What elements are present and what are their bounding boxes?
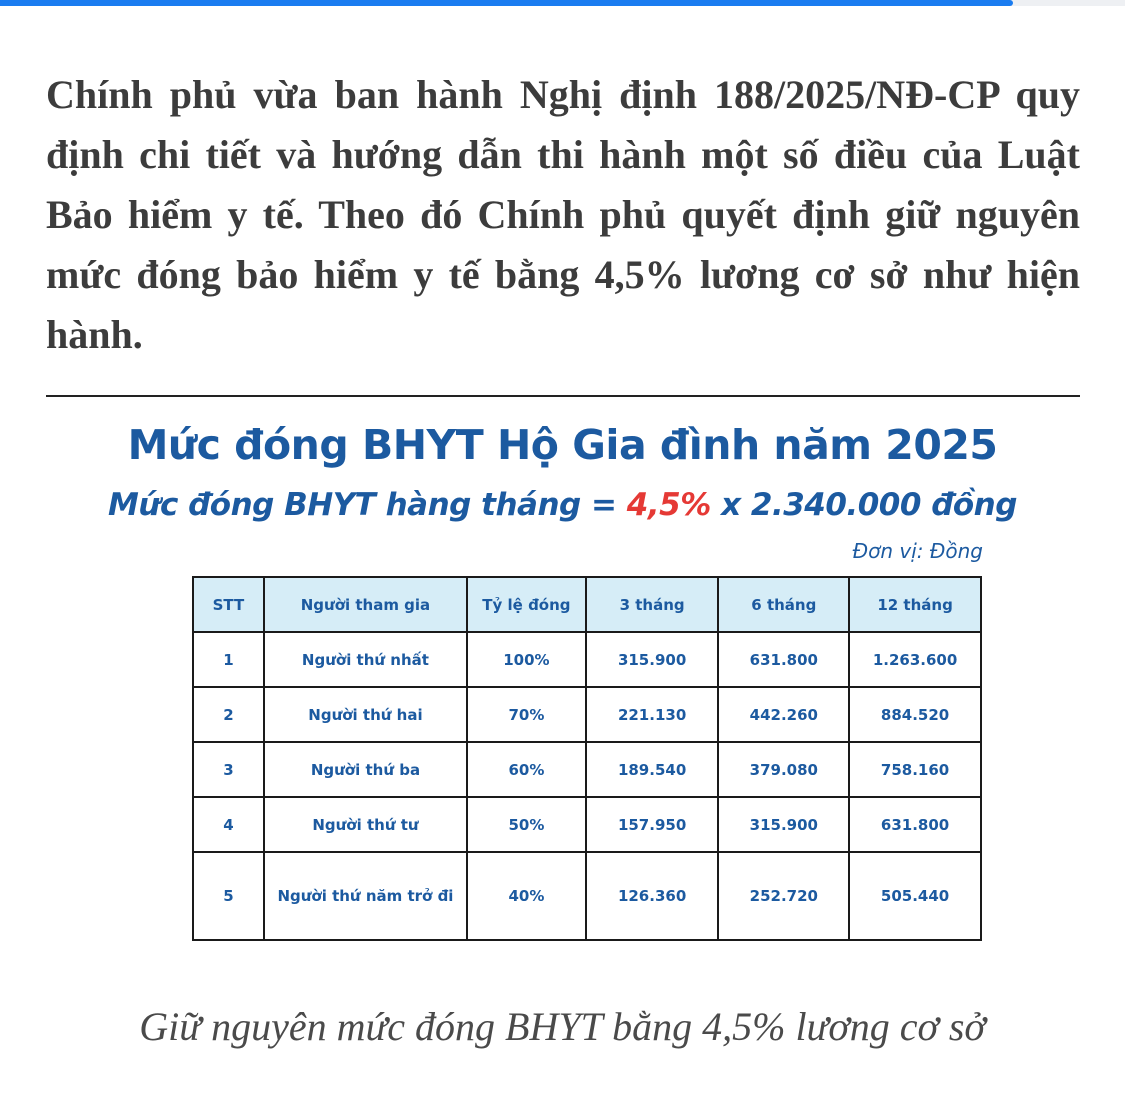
table-cell: 315.900 [718, 797, 849, 852]
table-cell: 70% [467, 687, 586, 742]
table-cell: Người thứ tư [264, 797, 467, 852]
table-row [193, 797, 981, 852]
header-cell: STT [193, 577, 264, 632]
table-cell: 126.360 [586, 852, 719, 940]
header-cell: 3 tháng [586, 577, 719, 632]
table-cell: 631.800 [718, 632, 849, 687]
table-cell: 4 [193, 797, 264, 852]
table-cell: Người thứ năm trở đi [264, 852, 467, 940]
reading-progress-fill [0, 0, 1013, 6]
article-paragraph: Chính phủ vừa ban hành Nghị định 188/2025/NĐ-CP quy định chi tiết và hướng dẫn thi hành một số điều của Luật Bảo hiểm y tế. Theo đó Chính phủ quyết định giữ nguyên mức đóng bảo hiểm y tế bằng 4,5% lương cơ sở như hiện hành. [46, 72, 1080, 357]
table-cell: 379.080 [718, 742, 849, 797]
table-cell: 189.540 [586, 742, 719, 797]
header-cell: 12 tháng [849, 577, 981, 632]
header-cell: Tỷ lệ đóng [467, 577, 586, 632]
table-cell: 157.950 [586, 797, 719, 852]
table-header-row [193, 577, 981, 632]
infographic-unit: Đơn vị: Đồng [852, 539, 983, 563]
formula-prefix: Mức đóng BHYT hàng tháng = [108, 487, 627, 523]
formula-rate: 4,5% [626, 487, 711, 523]
header-cell: Người tham gia [264, 577, 467, 632]
table-cell: 315.900 [586, 632, 719, 687]
infographic-image [0, 405, 1125, 955]
table-row [193, 687, 981, 742]
reading-progress-bar [0, 0, 1125, 6]
header-cell: 6 tháng [718, 577, 849, 632]
table-cell: 505.440 [849, 852, 981, 940]
table-cell: 442.260 [718, 687, 849, 742]
table-cell: 3 [193, 742, 264, 797]
table-cell: 100% [467, 632, 586, 687]
table-cell: 2 [193, 687, 264, 742]
fee-table [192, 576, 982, 941]
table-row [193, 632, 981, 687]
table-cell: 50% [467, 797, 586, 852]
section-divider [46, 395, 1080, 397]
table-cell: 5 [193, 852, 264, 940]
image-caption: Giữ nguyên mức đóng BHYT bằng 4,5% lương cơ sở [139, 1004, 986, 1049]
table-cell: Người thứ nhất [264, 632, 467, 687]
table-cell: 252.720 [718, 852, 849, 940]
formula-suffix: x 2.340.000 đồng [710, 487, 1017, 523]
table-cell: Người thứ ba [264, 742, 467, 797]
table-cell: 758.160 [849, 742, 981, 797]
table-cell: 60% [467, 742, 586, 797]
table-cell: 1.263.600 [849, 632, 981, 687]
infographic-title: Mức đóng BHYT Hộ Gia đình năm 2025 [127, 421, 998, 469]
table-row [193, 742, 981, 797]
table-cell: Người thứ hai [264, 687, 467, 742]
table-cell: 631.800 [849, 797, 981, 852]
table-cell: 1 [193, 632, 264, 687]
table-cell: 40% [467, 852, 586, 940]
table-cell: 884.520 [849, 687, 981, 742]
table-cell: 221.130 [586, 687, 719, 742]
table-row [193, 852, 981, 940]
infographic-formula [0, 483, 1125, 527]
